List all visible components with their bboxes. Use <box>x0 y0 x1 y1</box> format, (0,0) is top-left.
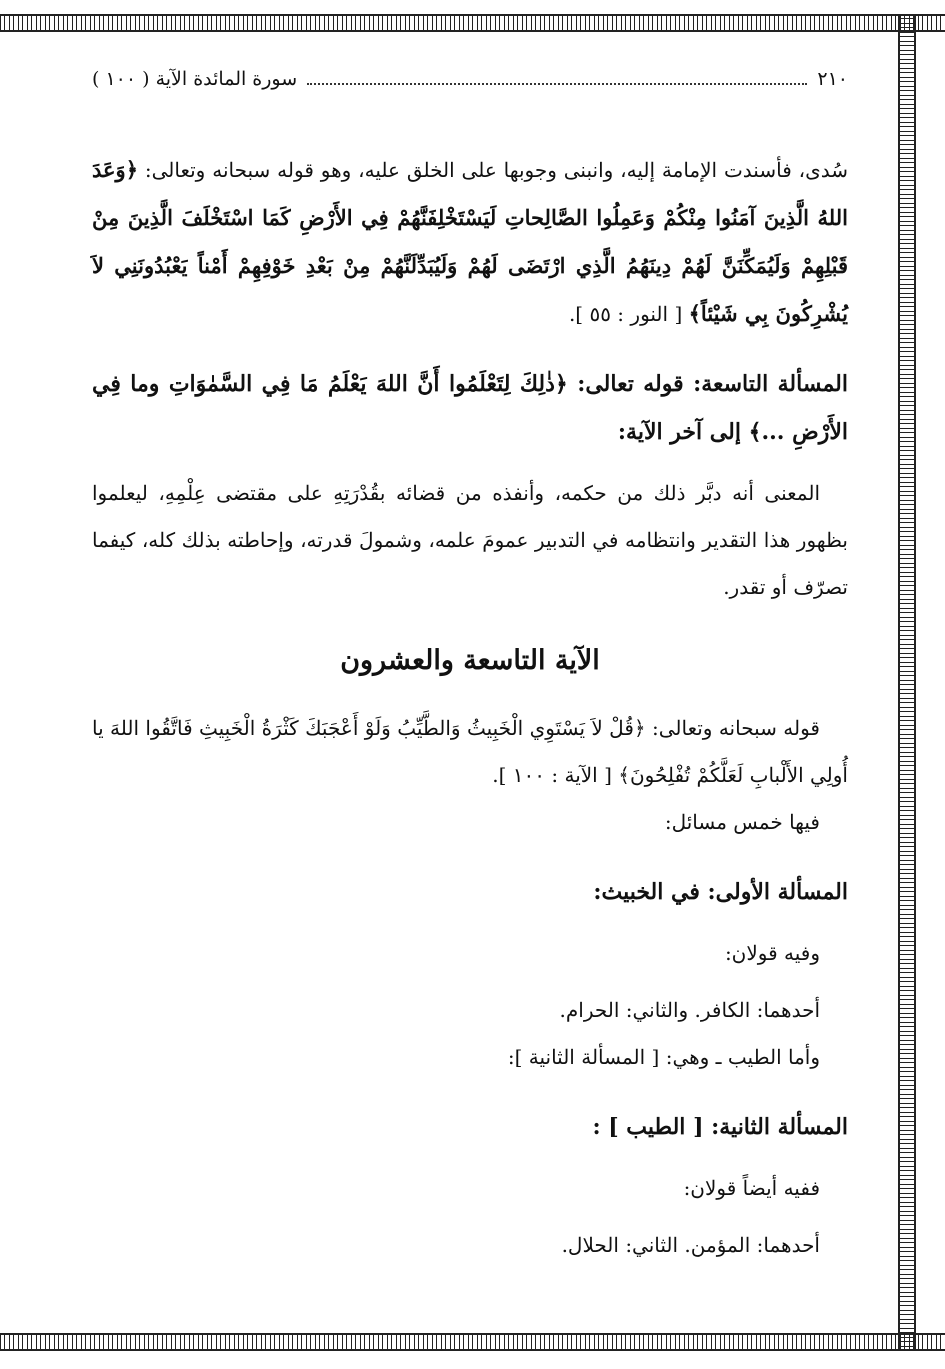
five-issues-line: فيها خمس مسائل: <box>664 810 820 834</box>
verse-100-reference: [ الآية : ١٠٠ ]. <box>492 763 619 787</box>
running-title: سورة المائدة الآية ( ١٠٠ ) <box>92 68 298 90</box>
issue-two-heading: المسألة الثانية: [ الطيب ] : <box>592 1114 848 1140</box>
ornamental-border-bottom <box>0 1333 945 1351</box>
verse-reference: [ النور : ٥٥ ]. <box>568 302 689 326</box>
page-number: ٢١٠ <box>817 68 848 90</box>
issue-two-line-2: أحدهما: المؤمن. الثاني: الحلال. <box>561 1233 820 1257</box>
issue-nine-body: المعنى أنه دبَّر ذلك من حكمه، وأنفذه من قضائه بقُدْرَتِهِ على مقتضى عِلْمِهِ، ليعلموا بظهور هذا التقدير وانتظامه في التدبير عمومَ علمه، وشمولَ قدرته، وإحاطته بذلك كله، كيفما تصرّف أو تقدر. <box>92 481 848 599</box>
quran-verse: ﴿وَعَدَ اللهُ الَّذِينَ آمَنُوا مِنْكُمْ وَعَمِلُوا الصَّالِحاتِ لَيَسْتَخْلِفَنَّهُمْ فِي الأَرْضِ كَمَا اسْتَخْلَفَ الَّذِينَ مِنْ قَبْلِهِمْ وَلَيُمَكِّنَنَّ لَهُمْ دِينَهُمُ الَّذِي ارْتَضَى لَهُمْ وَلَيُبَدِّلَنَّهُمْ مِنْ بَعْدِ خَوْفِهِمْ أَمْناً يَعْبُدُونَنِي لاَ يُشْرِكُونَ بِي شَيْئاً﴾ <box>92 157 848 326</box>
ornamental-border-right <box>898 14 916 1351</box>
issue-one-heading: المسألة الأولى: في الخبيث: <box>593 879 848 905</box>
running-header <box>92 68 848 108</box>
issue-one-line-3: وأما الطيب ـ وهي: [ المسألة الثانية ]: <box>507 1045 820 1069</box>
verse-100-paragraph <box>92 705 848 799</box>
verse-100-intro: قوله سبحانه وتعالى: <box>645 716 820 740</box>
issue-one-line-2: أحدهما: الكافر. والثاني: الحرام. <box>559 998 820 1022</box>
issue-two-line-1: ففيه أيضاً قولان: <box>683 1176 820 1200</box>
issue-one-line-1: وفيه قولان: <box>724 941 820 965</box>
ornamental-border-top <box>0 14 945 32</box>
paragraph-promise-verse <box>92 146 848 338</box>
header-dot-leader <box>307 83 807 85</box>
page-content <box>92 68 848 1269</box>
verse-100-text: ﴿قُلْ لاَ يَسْتَوِي الْخَبِيثُ وَالطَّيِّبُ وَلَوْ أَعْجَبَكَ كَثْرَةُ الْخَبِيثِ فَاتَّقُوا اللهَ يا أُولِي الأَلْبابِ لَعَلَّكُمْ تُفْلِحُونَ﴾ <box>92 716 848 787</box>
issue-nine-heading: المسألة التاسعة: قوله تعالى: ﴿ذٰلِكَ لِتَعْلَمُوا أَنَّ اللهَ يَعْلَمُ مَا فِي السَّمٰوَاتِ وما فِي الأَرْضِ ...﴾ إلى آخر الآية: <box>92 371 848 445</box>
section-title: الآية التاسعة والعشرون <box>340 645 600 676</box>
paragraph-intro: سُدى، فأسندت الإمامة إليه، وانبنى وجوبها على الخلق عليه، وهو قوله سبحانه وتعالى: <box>138 158 848 182</box>
